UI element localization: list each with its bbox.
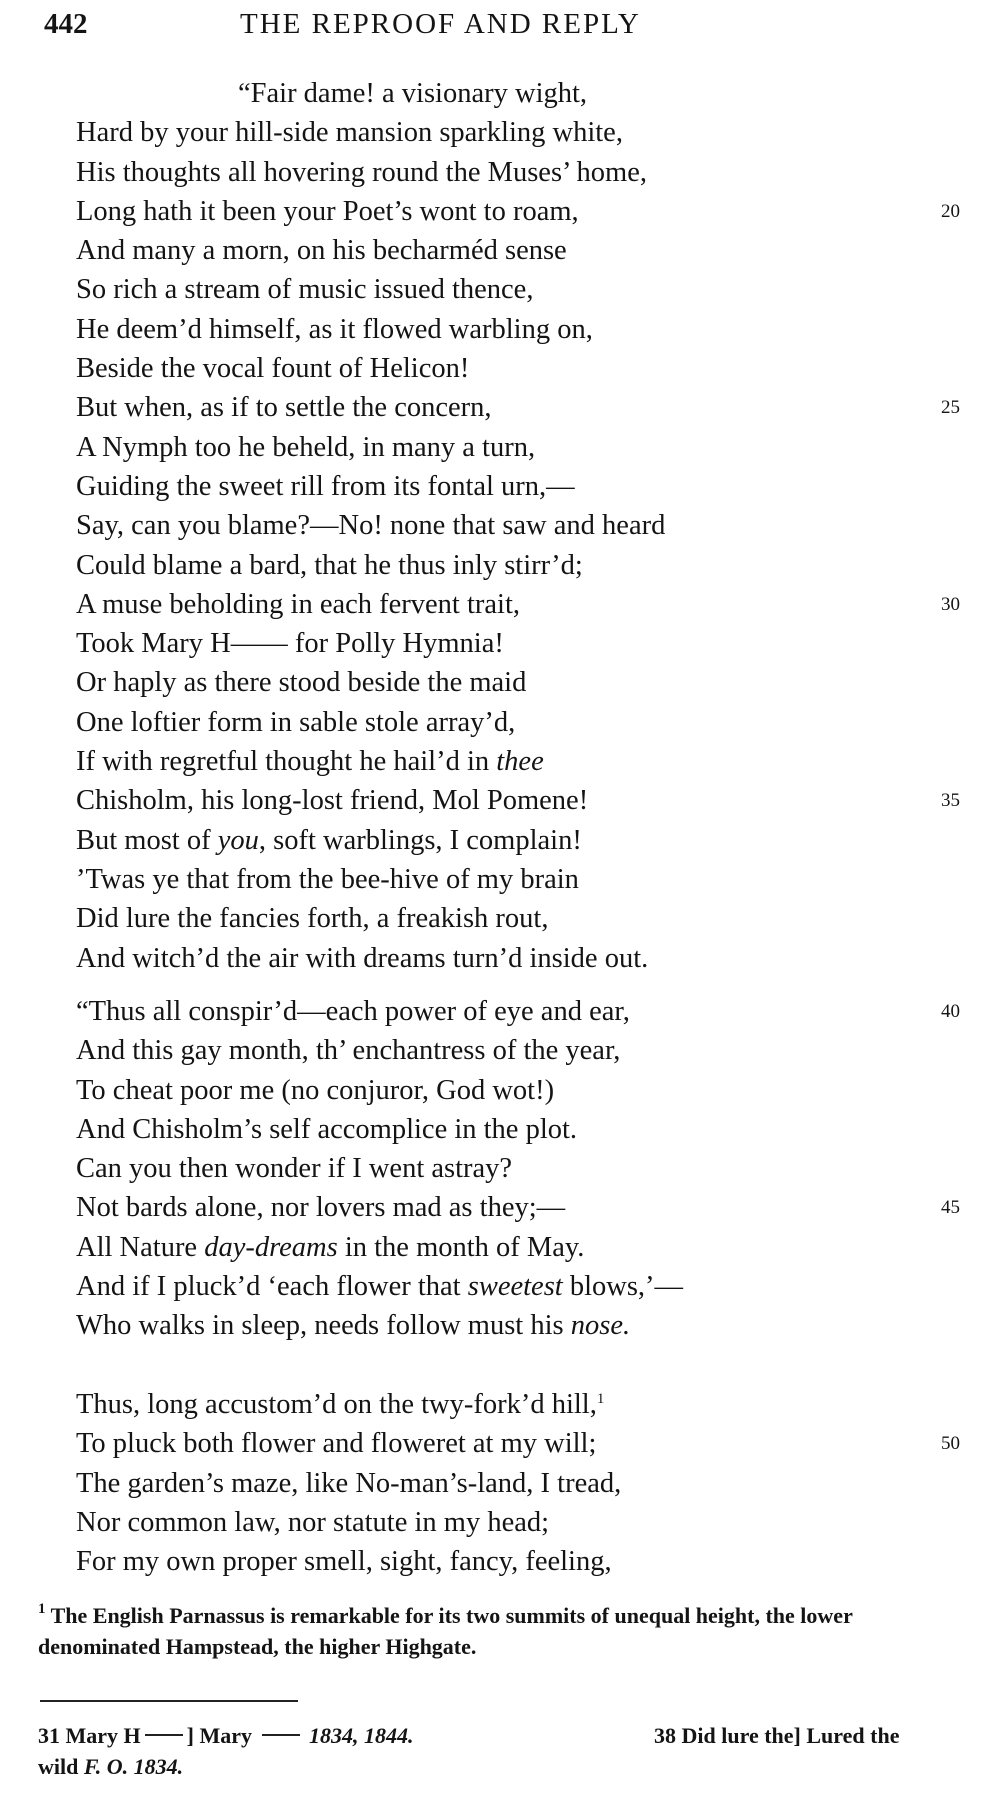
poem-line	[0, 113, 1000, 152]
poem-line	[0, 192, 1000, 231]
poem-line	[0, 1031, 1000, 1070]
poem-line	[0, 781, 1000, 820]
variant-row-2	[38, 1751, 958, 1782]
poem-line-text: But most of	[76, 824, 218, 856]
poem-line-text: So rich a stream of music issued thence,	[76, 274, 534, 306]
poem-line-text: “Thus all conspir’d—each power of eye and ear,	[76, 996, 630, 1027]
poem-line-italic: you	[217, 824, 259, 856]
poem-line-text: His thoughts all hovering round the Muses’ home,	[76, 156, 647, 188]
footnote-reference: 1	[596, 1391, 605, 1407]
line-number: 45	[941, 1197, 960, 1219]
poem-line	[0, 506, 1000, 545]
poem-line-text: And this gay month, th’ enchantress of the year,	[76, 1035, 621, 1067]
poem-line	[0, 624, 1000, 663]
poem-line-text: Could blame a bard, that he thus inly stirr’d;	[76, 549, 583, 581]
poem-line-text: Can you then wonder if I went astray?	[76, 1153, 513, 1185]
poem-line	[0, 1306, 1000, 1345]
poem-line-text: Hard by your hill-side mansion sparkling white,	[76, 117, 623, 149]
poem-line	[0, 1464, 1000, 1503]
variant-lemma: Mary H	[65, 1723, 141, 1748]
poem-line-italic: day-dreams	[204, 1231, 338, 1263]
variant-continuation-sources: F. O. 1834.	[83, 1754, 184, 1779]
line-number: 20	[941, 200, 960, 222]
variant-line-38-number: 38	[654, 1723, 676, 1748]
poem-line	[0, 742, 1000, 781]
variant-dash	[145, 1734, 183, 1736]
variant-line-31: 31	[38, 1723, 60, 1748]
poem-line-text: Not bards alone, nor lovers mad as they;—	[76, 1192, 566, 1224]
line-number: 35	[941, 790, 960, 812]
poem-line	[0, 1149, 1000, 1188]
footnote-mark: 1	[38, 1601, 46, 1617]
poem-line	[0, 270, 1000, 309]
poem-line-text: Or haply as there stood beside the maid	[76, 667, 527, 699]
poem-line-text: He deem’d himself, as it flowed warbling on,	[76, 313, 593, 345]
poem-line	[0, 310, 1000, 349]
variant-line-38	[654, 1720, 899, 1751]
line-number: 25	[941, 397, 960, 419]
poem-line-text: And many a morn, on his becharméd sense	[76, 235, 567, 267]
stanza	[0, 1385, 1000, 1581]
poem-line	[0, 1071, 1000, 1110]
poem-line	[0, 1110, 1000, 1149]
poem-line-text: A muse beholding in each fervent trait,	[76, 588, 520, 620]
poem-line-text: And witch’d the air with dreams turn’d inside out.	[76, 942, 649, 974]
poem-line-text: Thus, long accustom’d on the twy-fork’d hill,	[76, 1389, 597, 1420]
variant-dash	[262, 1734, 300, 1736]
poem-line-text: blows,’—	[562, 1271, 684, 1303]
poem-line	[0, 1503, 1000, 1542]
page-number: 442	[44, 8, 88, 40]
poem-line-text: Took Mary H—— for Polly Hymnia!	[76, 628, 504, 660]
poem-line-text: Who walks in sleep, needs follow must his	[76, 1310, 571, 1342]
poem-line-text: To cheat poor me (no conjuror, God wot!)	[76, 1074, 555, 1106]
poem-line-text: Say, can you blame?—No! none that saw and heard	[76, 510, 666, 542]
poem-line-text: A Nymph too he beheld, in many a turn,	[76, 431, 536, 463]
poem-line-italic: nose.	[570, 1310, 631, 1342]
line-number: 40	[941, 1001, 960, 1022]
poem-line	[0, 1228, 1000, 1267]
poem-line-text: Long hath it been your Poet’s wont to roam,	[76, 195, 579, 227]
poem-line	[0, 153, 1000, 192]
line-number: 50	[941, 1433, 960, 1455]
variant-continuation: wild	[38, 1754, 79, 1779]
poem-line-italic: thee	[496, 746, 544, 778]
stanza	[0, 992, 1000, 1346]
poem-line-text: All Nature	[76, 1231, 205, 1263]
poem-line	[0, 1424, 1000, 1463]
poem-line-text: And Chisholm’s self accomplice in the plot.	[76, 1113, 578, 1145]
footnote-text: The English Parnassus is remarkable for its two summits of unequal height, the lower denominated Hampstead, the higher Highgate.	[38, 1603, 853, 1659]
variant-row-1	[38, 1720, 958, 1751]
variant-sources: 1834, 1844.	[309, 1723, 414, 1748]
poem-line-text: “Fair dame! a visionary wight,	[238, 78, 588, 109]
poem-line-text: To pluck both flower and floweret at my will;	[76, 1428, 597, 1460]
poem-line	[0, 703, 1000, 742]
poem-line	[0, 1542, 1000, 1581]
page-header	[0, 8, 1000, 52]
poem-line	[0, 74, 1000, 113]
poem-line-text: Beside the vocal fount of Helicon!	[76, 353, 470, 385]
poem-line	[0, 821, 1000, 860]
footnote-rule	[40, 1700, 298, 1702]
poem-line-text: The garden’s maze, like No-man’s-land, I tread,	[76, 1467, 622, 1499]
poem-line-text: If with regretful thought he hail’d in	[76, 746, 497, 778]
poem-line-text: Did lure the fancies forth, a freakish rout,	[76, 903, 549, 935]
poem-line	[0, 939, 1000, 978]
poem-line	[0, 388, 1000, 427]
stanza	[0, 74, 1000, 978]
poem-line	[0, 585, 1000, 624]
poem-line	[0, 1188, 1000, 1227]
poem-line-text: Chisholm, his long-lost friend, Mol Pomene!	[76, 785, 589, 817]
poem-line	[0, 231, 1000, 270]
poem-line-italic: sweetest	[467, 1271, 563, 1303]
poem-line-text: ’Twas ye that from the bee-hive of my brain	[76, 863, 579, 895]
poem-line	[0, 992, 1000, 1031]
poem-line-text: And if I pluck’d ‘each flower that	[76, 1271, 468, 1303]
poem-line	[0, 663, 1000, 702]
poem-line-text: Nor common law, nor statute in my head;	[76, 1506, 550, 1538]
footnote	[38, 1600, 958, 1662]
poem-line-text: Guiding the sweet rill from its fontal urn,—	[76, 470, 575, 502]
poem-line	[0, 428, 1000, 467]
textual-variants	[38, 1720, 958, 1782]
poem-line	[0, 1385, 1000, 1424]
poem-line-text: , soft warblings, I complain!	[258, 824, 582, 856]
poem-line	[0, 1267, 1000, 1306]
poem-line-text: in the month of May.	[337, 1231, 585, 1263]
poem-line-text: For my own proper smell, sight, fancy, feeling,	[76, 1546, 612, 1578]
variant-reading: ] Mary	[186, 1723, 253, 1748]
running-head: THE REPROOF AND REPLY	[240, 8, 641, 40]
poem-line	[0, 899, 1000, 938]
variant-line-38-text: Did lure the] Lured the	[681, 1723, 900, 1748]
poem-line	[0, 467, 1000, 506]
poem-line	[0, 349, 1000, 388]
poem-line	[0, 860, 1000, 899]
line-number: 30	[941, 593, 960, 615]
poem-line	[0, 546, 1000, 585]
poem-line-text: One loftier form in sable stole array’d,	[76, 706, 516, 738]
poem-line-text: But when, as if to settle the concern,	[76, 392, 492, 424]
